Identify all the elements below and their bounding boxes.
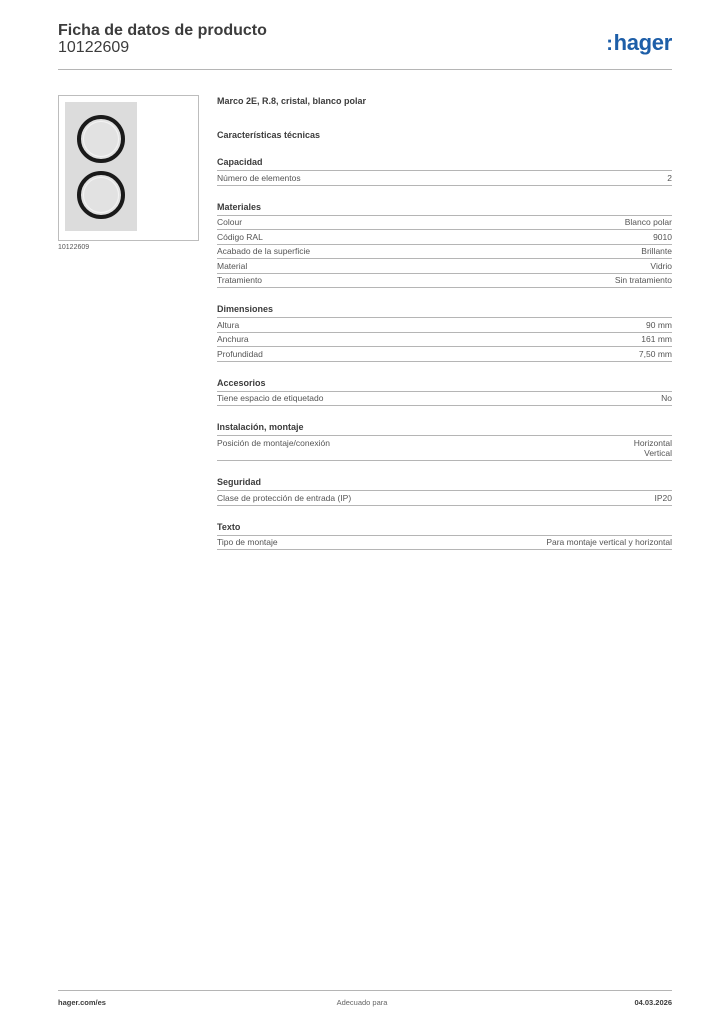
frame-plate: [65, 102, 137, 231]
page-title: Ficha de datos de producto: [58, 22, 267, 39]
spec-label: Código RAL: [217, 231, 263, 242]
spec-content: [217, 95, 672, 550]
spec-row: [217, 491, 672, 506]
spec-row: [217, 333, 672, 348]
header-divider: [58, 69, 672, 70]
spec-value-line: 90 mm: [646, 319, 672, 330]
spec-row: [217, 230, 672, 245]
spec-group-title: Accesorios: [217, 377, 672, 392]
spec-row: [217, 245, 672, 260]
page-header: [58, 20, 672, 70]
spec-value: [641, 334, 672, 345]
spec-label: Acabado de la superficie: [217, 246, 311, 256]
spec-label: Tratamiento: [217, 275, 263, 285]
spec-value-line: 9010: [653, 231, 672, 242]
spec-group: [217, 377, 672, 407]
spec-group: [217, 156, 672, 186]
spec-group-title: Seguridad: [217, 476, 672, 491]
spec-row: [217, 347, 672, 362]
socket-ring-bottom: [77, 171, 125, 219]
product-image: [58, 95, 199, 241]
footer-center-text: Adecuado para: [336, 998, 388, 1007]
spec-label: Tiene espacio de etiquetado: [217, 393, 324, 403]
spec-label: Anchura: [217, 334, 249, 344]
spec-value-line: IP20: [654, 492, 672, 503]
spec-row: [217, 392, 672, 407]
spec-value-line: Para montaje vertical y horizontal: [546, 537, 672, 547]
spec-group-title: Capacidad: [217, 156, 672, 171]
image-caption: 10122609: [58, 244, 90, 251]
footer-divider: [58, 990, 672, 991]
spec-value: [615, 275, 672, 286]
spec-value-line: Brillante: [641, 246, 672, 256]
spec-label: Colour: [217, 217, 243, 227]
spec-group: [217, 303, 672, 362]
socket-ring-top: [77, 115, 125, 163]
spec-value: [625, 217, 672, 228]
spec-value: [667, 173, 672, 184]
spec-value: [661, 393, 672, 404]
article-number: 10122609: [58, 39, 130, 56]
spec-label: Número de elementos: [217, 172, 301, 183]
spec-groups: [217, 156, 672, 550]
spec-value-line: Horizontal: [633, 437, 672, 448]
spec-value-line: Blanco polar: [624, 217, 672, 227]
spec-label: Tipo de montaje: [217, 537, 278, 547]
spec-group: [217, 521, 672, 551]
spec-label: Altura: [217, 319, 240, 330]
spec-value-line: Sin tratamiento: [614, 275, 672, 285]
spec-value: [639, 349, 672, 360]
spec-value: [650, 261, 672, 272]
spec-label: Material: [217, 260, 248, 271]
footer-website[interactable]: hager.com/es: [58, 998, 106, 1007]
spec-value-line: Vidrio: [650, 260, 672, 271]
spec-row: [217, 171, 672, 186]
spec-row: [217, 274, 672, 289]
spec-value: [634, 438, 672, 459]
spec-group-title: Materiales: [217, 201, 672, 216]
footer-date: 04.03.2026: [634, 998, 672, 1007]
spec-value-line: 161 mm: [641, 334, 672, 344]
spec-value: [546, 537, 672, 548]
spec-row: [217, 436, 672, 461]
spec-row: [217, 318, 672, 333]
spec-group-title: Instalación, montaje: [217, 421, 672, 436]
spec-value: [641, 246, 672, 257]
spec-value-line: 7,50 mm: [638, 348, 672, 359]
spec-value-line: Vertical: [644, 448, 672, 458]
hager-logo: :hager: [606, 30, 672, 55]
spec-label: Clase de protección de entrada (IP): [217, 492, 352, 503]
spec-group: [217, 476, 672, 506]
section-heading: Características técnicas: [217, 130, 321, 140]
product-name: Marco 2E, R.8, cristal, blanco polar: [217, 96, 367, 106]
spec-value: [655, 493, 673, 504]
spec-label: Profundidad: [217, 348, 263, 359]
spec-row: [217, 536, 672, 551]
logo-text: hager: [613, 30, 672, 55]
spec-row: [217, 216, 672, 231]
spec-value: [646, 320, 672, 331]
spec-label: Posición de montaje/conexión: [217, 437, 330, 448]
spec-group: [217, 421, 672, 461]
spec-group-title: Texto: [217, 521, 672, 536]
spec-value-line: No: [661, 393, 672, 403]
spec-value: [653, 232, 672, 243]
spec-value-line: 2: [667, 172, 672, 183]
spec-row: [217, 259, 672, 274]
spec-group-title: Dimensiones: [217, 303, 672, 318]
spec-group: [217, 201, 672, 289]
